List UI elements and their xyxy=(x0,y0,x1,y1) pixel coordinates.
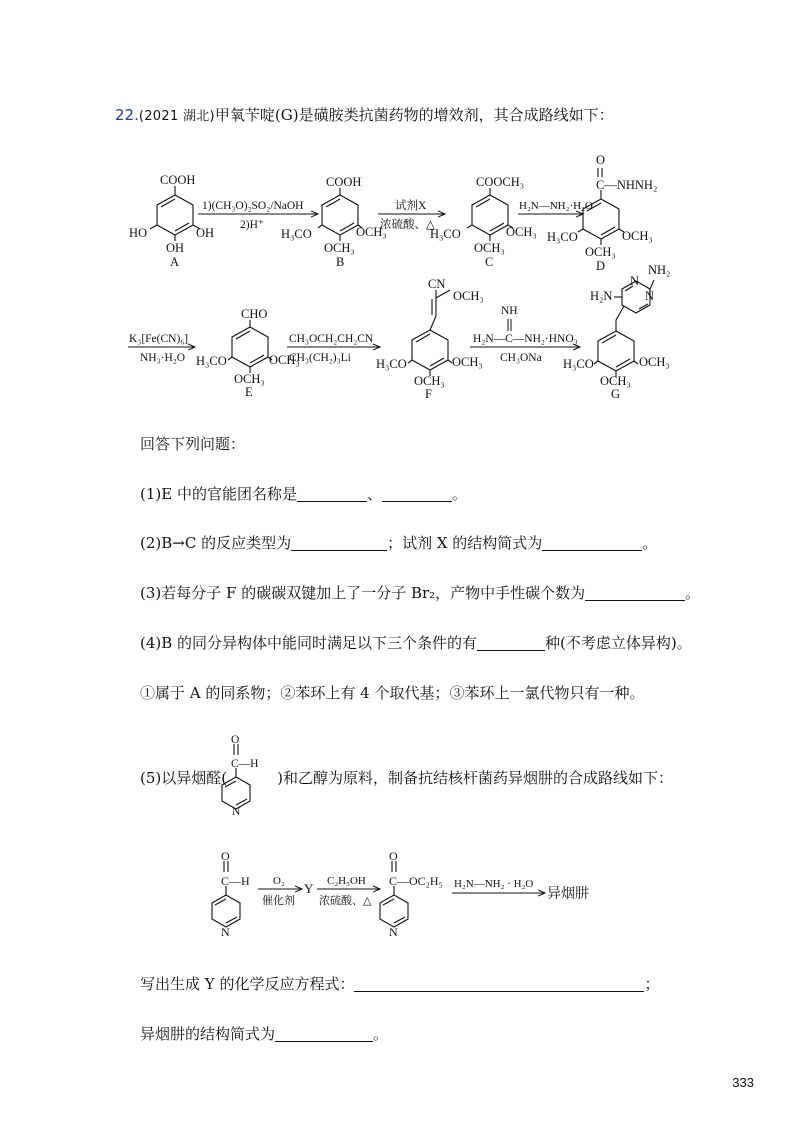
synthesis-scheme xyxy=(0,0,800,420)
question-2 xyxy=(140,532,657,553)
isoniazid-structure-question xyxy=(140,1023,388,1044)
f-label: F xyxy=(425,387,432,401)
f-bottom: OCH₃ xyxy=(414,374,445,388)
compound-a xyxy=(150,186,200,241)
d-left: H₃CO xyxy=(547,230,578,244)
page-number: 333 xyxy=(732,1075,754,1090)
q4-text: (4)B 的同分异构体中能同时满足以下三个条件的有 xyxy=(140,634,478,652)
q4-blank[interactable] xyxy=(477,636,545,651)
arrow-a-b-above: 1)(CH₃O)₂SO₂/NaOH xyxy=(202,200,304,212)
q5-n: N xyxy=(232,806,241,815)
c-right: OCH₃ xyxy=(506,225,537,239)
c-bottom: OCH₃ xyxy=(474,241,505,255)
arrow-b-c-above: 试剂X xyxy=(395,200,427,212)
route-ester-c: C—OC₂H₅ xyxy=(389,874,443,888)
q1-end: 。 xyxy=(451,485,467,503)
g-h2n: H₂N xyxy=(590,289,613,303)
arrow-e-f-below: CH₃(CH₂)₃Li xyxy=(289,352,351,364)
answer-prompt: 回答下列问题： xyxy=(140,435,246,453)
d-carbonyl-o: O xyxy=(596,153,606,167)
route-ester-o: O xyxy=(389,849,398,863)
struct-end: 。 xyxy=(373,1025,389,1043)
f-right: OCH₃ xyxy=(452,355,483,369)
f-och3-top: OCH₃ xyxy=(453,289,484,303)
q5-o: O xyxy=(231,735,240,746)
b-cooh: COOH xyxy=(326,175,362,189)
e-bottom: OCH₃ xyxy=(234,372,265,386)
question-source: (2021 湖北) xyxy=(138,109,215,124)
write-y-end: ； xyxy=(644,975,660,993)
write-y-text: 写出生成 Y 的化学反应方程式： xyxy=(140,975,355,993)
arrow-f-g-nh: NH xyxy=(501,305,518,317)
arrow-c-d-above: H₂N—NH₂·H₂O xyxy=(519,200,593,212)
route-arrow-2-below: 浓硫酸、△ xyxy=(319,895,372,907)
a-label: A xyxy=(170,255,180,269)
isoniazid-route xyxy=(200,848,620,938)
q1-text: (1)E 中的官能团名称是 xyxy=(140,485,297,503)
arrow-f-g-below: CH₃ONa xyxy=(500,352,542,364)
c-cooch3: COOCH₃ xyxy=(476,175,525,189)
route-ester-n: N xyxy=(389,925,398,938)
g-n2: N xyxy=(645,289,655,303)
q2-blank-2[interactable] xyxy=(542,536,642,551)
question-intro: 甲氧苄啶(G)是磺胺类抗菌药物的增效剂，其合成路线如下： xyxy=(214,106,614,124)
q5-ch: C—H xyxy=(231,758,259,770)
compound-f xyxy=(408,290,452,376)
compound-e xyxy=(228,320,272,373)
a-oh-bottom: OH xyxy=(166,241,185,255)
f-left: H₃CO xyxy=(376,357,407,371)
question-3 xyxy=(140,582,700,603)
question-1 xyxy=(140,483,467,504)
c-left: H₃CO xyxy=(430,227,461,241)
route-product: 异烟肼 xyxy=(547,887,589,902)
b-right: OCH₃ xyxy=(356,225,387,239)
q1-blank-2[interactable] xyxy=(382,487,452,502)
route-arrow-3-above: H₂N—NH₂ · H₂O xyxy=(454,878,534,890)
route-start-n: N xyxy=(221,925,230,938)
g-label: G xyxy=(611,387,621,401)
d-bottom: OCH₃ xyxy=(585,245,616,259)
q5-text-2: )和乙醇为原料，制备抗结核杆菌药异烟肼的合成路线如下： xyxy=(277,769,673,787)
b-label: B xyxy=(336,255,345,269)
write-y-equation xyxy=(140,973,659,994)
e-label: E xyxy=(245,385,253,399)
arrow-d-e-below: NH₃·H₂O xyxy=(140,352,186,364)
q5-text: (5)以异烟醛( xyxy=(140,769,228,787)
q2-text-2: ；试剂 X 的结构简式为 xyxy=(387,534,543,552)
arrow-a-b-below: 2)H⁺ xyxy=(240,219,264,231)
q4-end: 种(不考虑立体异构)。 xyxy=(545,634,692,652)
route-arrow-2-above: C₂H₅OH xyxy=(327,875,366,887)
d-hydrazide: C—NHNH₂ xyxy=(596,178,658,192)
e-cho: CHO xyxy=(241,307,268,321)
q3-text: (3)若每分子 F 的碳碳双键加上了一分子 Br₂，产物中手性碳个数为 xyxy=(140,584,586,602)
q4-conditions: ①属于 A 的同系物；②苯环上有 4 个取代基；③苯环上一氯代物只有一种。 xyxy=(140,684,645,702)
q2-text: (2)B→C 的反应类型为 xyxy=(140,534,292,552)
g-n1: N xyxy=(630,274,640,288)
struct-blank[interactable] xyxy=(275,1027,373,1042)
d-label: D xyxy=(596,259,606,273)
b-left: H₃CO xyxy=(281,227,312,241)
a-cooh: COOH xyxy=(160,173,196,187)
arrow-b-c-below: 浓硫酸、△ xyxy=(380,219,435,231)
route-start-o: O xyxy=(221,849,230,863)
a-oh-right: OH xyxy=(196,226,215,240)
struct-text: 异烟肼的结构简式为 xyxy=(140,1025,276,1043)
g-nh2-top: NH₂ xyxy=(648,263,671,277)
e-right: OCH₃ xyxy=(269,353,300,367)
route-ester-ring xyxy=(380,861,408,927)
f-cn: CN xyxy=(428,277,446,291)
q1-sep: 、 xyxy=(366,485,382,503)
c-label: C xyxy=(485,255,494,269)
route-arrow-1-above: O₂ xyxy=(273,875,285,887)
g-right: OCH₃ xyxy=(639,355,670,369)
question-4 xyxy=(140,632,692,653)
q2-end: 。 xyxy=(642,534,658,552)
q2-blank-1[interactable] xyxy=(291,536,387,551)
d-right: OCH₃ xyxy=(622,229,653,243)
route-arrow-1-below: 催化剂 xyxy=(262,895,295,907)
isonicotinaldehyde-structure xyxy=(210,735,280,815)
b-bottom: OCH₃ xyxy=(324,241,355,255)
route-y: Y xyxy=(304,881,314,896)
q3-end: 。 xyxy=(685,584,701,602)
route-start-ch: C—H xyxy=(221,874,250,888)
write-y-blank[interactable] xyxy=(354,977,644,992)
arrow-d-e-above: K₃[Fe(CN)₆] xyxy=(129,333,189,345)
arrow-e-f-above: CH₃OCH₂CH₂CN xyxy=(289,333,374,345)
arrow-f-g-above: H₂N—C—NH₂·HNO₃ xyxy=(473,333,578,345)
g-bottom: OCH₃ xyxy=(600,374,631,388)
g-left: H₃CO xyxy=(563,357,594,371)
route-start-ring xyxy=(212,861,240,927)
e-left: H₃CO xyxy=(196,354,227,368)
question-number: 22. xyxy=(115,106,139,124)
q3-blank[interactable] xyxy=(585,586,685,601)
a-ho-left: HO xyxy=(129,226,148,240)
q1-blank-1[interactable] xyxy=(297,487,367,502)
